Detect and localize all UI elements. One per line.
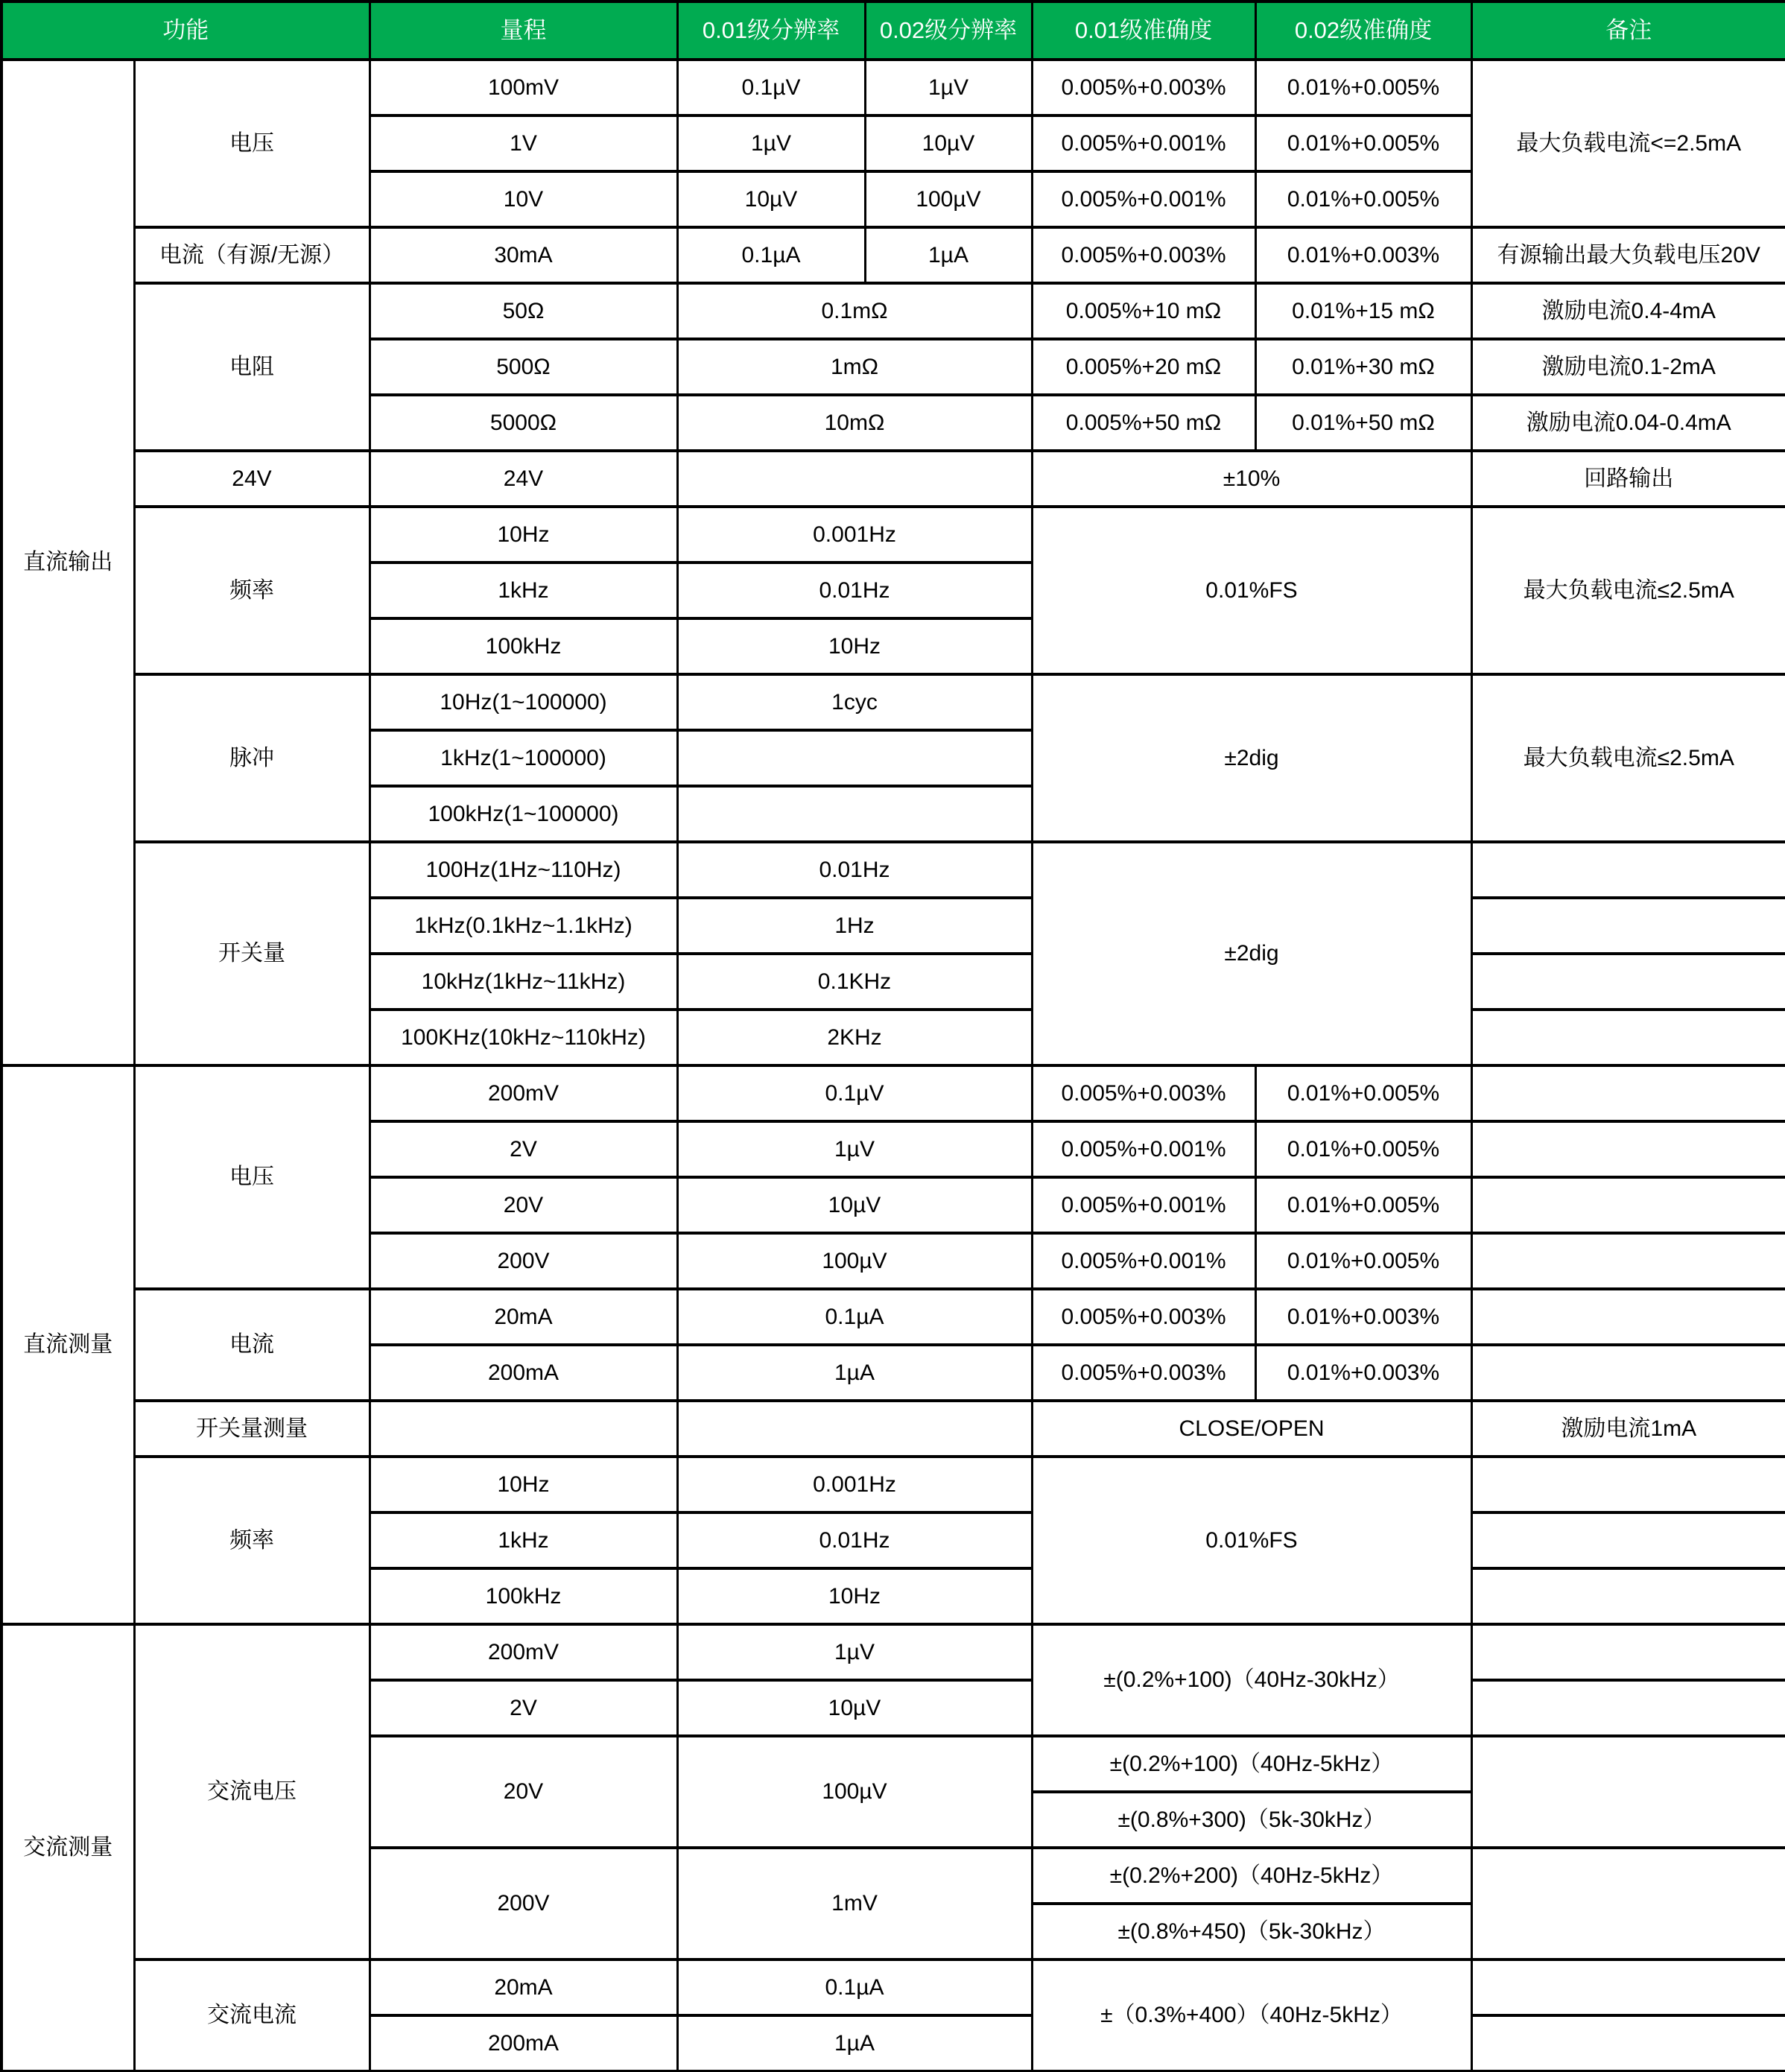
remark-cell [1471, 1736, 1785, 1848]
range-cell: 200mV [370, 1624, 677, 1680]
resolution-cell: 0.1KHz [677, 954, 1032, 1010]
resolution-cell: 10Hz [677, 1568, 1032, 1624]
range-cell: 1kHz(0.1kHz~1.1kHz) [370, 898, 677, 954]
header-acc-002: 0.02级准确度 [1255, 1, 1471, 60]
group-label-24v: 24V [134, 451, 370, 507]
remark-cell [1471, 898, 1785, 954]
remark-cell [1471, 1121, 1785, 1177]
remark-cell [1471, 1065, 1785, 1121]
accuracy-cell: 0.01%+0.005% [1255, 1065, 1471, 1121]
resolution-cell [677, 786, 1032, 842]
accuracy-cell: 0.01%+15 mΩ [1255, 283, 1471, 339]
table-row [1, 507, 1785, 563]
accuracy-cell: ±(0.2%+200)（40Hz-5kHz） [1032, 1848, 1471, 1904]
range-cell: 10Hz(1~100000) [370, 674, 677, 730]
remark-cell [1471, 2015, 1785, 2071]
remark-cell [1471, 1457, 1785, 1512]
resolution-cell: 1mΩ [677, 339, 1032, 395]
accuracy-cell: 0.005%+0.001% [1032, 171, 1255, 227]
range-cell: 10V [370, 171, 677, 227]
table-row [1, 1959, 1785, 2015]
remark-cell [1471, 1177, 1785, 1233]
table-row [1, 227, 1785, 283]
range-cell: 20mA [370, 1959, 677, 2015]
range-cell: 20V [370, 1177, 677, 1233]
header-acc-001: 0.01级准确度 [1032, 1, 1255, 60]
range-cell: 2V [370, 1121, 677, 1177]
accuracy-cell: 0.01%+0.003% [1255, 1345, 1471, 1401]
range-cell: 100Hz(1Hz~110Hz) [370, 842, 677, 898]
remark-cell [1471, 954, 1785, 1010]
resolution-cell: 1Hz [677, 898, 1032, 954]
accuracy-cell: 0.01%FS [1032, 507, 1471, 674]
accuracy-cell: 0.005%+0.003% [1032, 1345, 1255, 1401]
range-cell: 20V [370, 1736, 677, 1848]
range-cell: 30mA [370, 227, 677, 283]
range-cell: 10Hz [370, 507, 677, 563]
accuracy-cell: ±2dig [1032, 674, 1471, 842]
resolution-cell: 10µV [677, 1680, 1032, 1736]
accuracy-cell: ±(0.8%+450)（5k-30kHz） [1032, 1904, 1471, 1959]
accuracy-cell: 0.01%+30 mΩ [1255, 339, 1471, 395]
resolution-cell: 10Hz [677, 618, 1032, 674]
section-label-dc-output: 直流输出 [1, 60, 134, 1065]
accuracy-cell: 0.01%+0.005% [1255, 60, 1471, 115]
table-row [1, 1289, 1785, 1345]
resolution-cell: 0.01Hz [677, 842, 1032, 898]
group-label-ac-current: 交流电流 [134, 1959, 370, 2071]
resolution-cell: 0.01Hz [677, 563, 1032, 618]
remark-cell: 回路输出 [1471, 451, 1785, 507]
header-res-001: 0.01级分辨率 [677, 1, 865, 60]
section-label-dc-measure: 直流测量 [1, 1065, 134, 1624]
accuracy-cell: 0.01%+0.005% [1255, 1177, 1471, 1233]
resolution-cell: 10µV [677, 1177, 1032, 1233]
accuracy-cell: 0.005%+20 mΩ [1032, 339, 1255, 395]
resolution-cell: 1µV [677, 1121, 1032, 1177]
resolution-cell: 0.1µV [677, 1065, 1032, 1121]
range-cell: 10kHz(1kHz~11kHz) [370, 954, 677, 1010]
group-label-resistance: 电阻 [134, 283, 370, 451]
accuracy-cell: ±(0.2%+100)（40Hz-5kHz） [1032, 1736, 1471, 1792]
accuracy-cell: 0.005%+0.003% [1032, 60, 1255, 115]
resolution-cell: 10mΩ [677, 395, 1032, 451]
remark-cell [1471, 1680, 1785, 1736]
accuracy-cell: 0.01%+0.005% [1255, 1121, 1471, 1177]
resolution-cell: 2KHz [677, 1010, 1032, 1065]
range-cell: 20mA [370, 1289, 677, 1345]
remark-cell: 激励电流1mA [1471, 1401, 1785, 1457]
remark-cell [1471, 1512, 1785, 1568]
group-label-current: 电流（有源/无源） [134, 227, 370, 283]
group-label-voltage: 电压 [134, 1065, 370, 1289]
range-cell: 100KHz(10kHz~110kHz) [370, 1010, 677, 1065]
resolution-cell: 10µV [677, 171, 865, 227]
resolution-cell: 100µV [677, 1233, 1032, 1289]
resolution-cell [677, 730, 1032, 786]
remark-cell: 有源输出最大负载电压20V [1471, 227, 1785, 283]
accuracy-cell: 0.005%+50 mΩ [1032, 395, 1255, 451]
range-cell: 2V [370, 1680, 677, 1736]
table-row [1, 842, 1785, 898]
accuracy-cell: 0.005%+0.001% [1032, 115, 1255, 171]
resolution-cell: 10µV [865, 115, 1032, 171]
accuracy-cell: 0.005%+0.001% [1032, 1233, 1255, 1289]
range-cell: 200V [370, 1848, 677, 1959]
resolution-cell: 0.1µA [677, 227, 865, 283]
range-cell: 1V [370, 115, 677, 171]
remark-cell [1471, 842, 1785, 898]
resolution-cell: 1µV [865, 60, 1032, 115]
resolution-cell: 0.1µA [677, 1959, 1032, 2015]
remark-cell: 激励电流0.04-0.4mA [1471, 395, 1785, 451]
group-label-pulse: 脉冲 [134, 674, 370, 842]
remark-cell [1471, 1233, 1785, 1289]
accuracy-cell: 0.01%+50 mΩ [1255, 395, 1471, 451]
accuracy-cell: 0.01%+0.005% [1255, 171, 1471, 227]
range-cell: 500Ω [370, 339, 677, 395]
range-cell: 24V [370, 451, 677, 507]
table-row [1, 1401, 1785, 1457]
accuracy-cell: 0.005%+0.003% [1032, 1289, 1255, 1345]
group-label-voltage: 电压 [134, 60, 370, 227]
table-row [1, 451, 1785, 507]
accuracy-cell: ±(0.2%+100)（40Hz-30kHz） [1032, 1624, 1471, 1736]
range-cell: 5000Ω [370, 395, 677, 451]
header-function: 功能 [1, 1, 370, 60]
table-row [1, 1457, 1785, 1512]
group-label-current: 电流 [134, 1289, 370, 1401]
table-header-row [1, 1, 1785, 60]
range-cell: 100kHz [370, 1568, 677, 1624]
remark-cell [1471, 1848, 1785, 1959]
table-row [1, 1065, 1785, 1121]
remark-cell: 激励电流0.1-2mA [1471, 339, 1785, 395]
resolution-cell [677, 451, 1032, 507]
header-remark: 备注 [1471, 1, 1785, 60]
accuracy-cell: ±10% [1032, 451, 1471, 507]
range-cell: 100kHz(1~100000) [370, 786, 677, 842]
resolution-cell: 100µV [865, 171, 1032, 227]
resolution-cell: 1cyc [677, 674, 1032, 730]
accuracy-cell: ±(0.8%+300)（5k-30kHz） [1032, 1792, 1471, 1848]
range-cell [370, 1401, 677, 1457]
resolution-cell: 0.001Hz [677, 507, 1032, 563]
group-label-frequency: 频率 [134, 507, 370, 674]
accuracy-cell: 0.005%+0.001% [1032, 1121, 1255, 1177]
resolution-cell: 0.001Hz [677, 1457, 1032, 1512]
range-cell: 50Ω [370, 283, 677, 339]
table-row [1, 1624, 1785, 1680]
range-cell: 200mA [370, 2015, 677, 2071]
range-cell: 200mV [370, 1065, 677, 1121]
resolution-cell: 1µA [677, 2015, 1032, 2071]
range-cell: 100mV [370, 60, 677, 115]
table-row [1, 60, 1785, 115]
accuracy-cell: 0.005%+0.003% [1032, 227, 1255, 283]
range-cell: 1kHz [370, 563, 677, 618]
range-cell: 1kHz [370, 1512, 677, 1568]
resolution-cell: 0.01Hz [677, 1512, 1032, 1568]
remark-cell: 最大负载电流≤2.5mA [1471, 507, 1785, 674]
remark-cell [1471, 1289, 1785, 1345]
accuracy-cell: 0.01%+0.005% [1255, 115, 1471, 171]
table-row [1, 674, 1785, 730]
resolution-cell: 1µA [865, 227, 1032, 283]
group-label-frequency: 频率 [134, 1457, 370, 1624]
range-cell: 200mA [370, 1345, 677, 1401]
group-label-switch: 开关量 [134, 842, 370, 1065]
remark-cell: 最大负载电流≤2.5mA [1471, 674, 1785, 842]
resolution-cell: 1µV [677, 1624, 1032, 1680]
resolution-cell: 1µA [677, 1345, 1032, 1401]
accuracy-cell: 0.01%+0.003% [1255, 1289, 1471, 1345]
accuracy-cell: 0.01%+0.003% [1255, 227, 1471, 283]
remark-cell: 激励电流0.4-4mA [1471, 283, 1785, 339]
accuracy-cell: ±2dig [1032, 842, 1471, 1065]
group-label-ac-voltage: 交流电压 [134, 1624, 370, 1959]
remark-cell [1471, 1010, 1785, 1065]
section-label-ac-measure: 交流测量 [1, 1624, 134, 2071]
accuracy-cell: 0.005%+10 mΩ [1032, 283, 1255, 339]
range-cell: 1kHz(1~100000) [370, 730, 677, 786]
resolution-cell: 100µV [677, 1736, 1032, 1848]
header-res-002: 0.02级分辨率 [865, 1, 1032, 60]
resolution-cell [677, 1401, 1032, 1457]
remark-cell [1471, 1345, 1785, 1401]
table-row [1, 283, 1785, 339]
resolution-cell: 0.1µV [677, 60, 865, 115]
accuracy-cell: 0.005%+0.003% [1032, 1065, 1255, 1121]
accuracy-cell: CLOSE/OPEN [1032, 1401, 1471, 1457]
remark-cell [1471, 1624, 1785, 1680]
resolution-cell: 0.1µA [677, 1289, 1032, 1345]
resolution-cell: 0.1mΩ [677, 283, 1032, 339]
accuracy-cell: 0.01%+0.005% [1255, 1233, 1471, 1289]
resolution-cell: 1mV [677, 1848, 1032, 1959]
header-range: 量程 [370, 1, 677, 60]
resolution-cell: 1µV [677, 115, 865, 171]
accuracy-cell: 0.005%+0.001% [1032, 1177, 1255, 1233]
remark-cell [1471, 1568, 1785, 1624]
accuracy-cell: 0.01%FS [1032, 1457, 1471, 1624]
remark-cell: 最大负载电流<=2.5mA [1471, 60, 1785, 227]
remark-cell [1471, 1959, 1785, 2015]
range-cell: 100kHz [370, 618, 677, 674]
group-label-switch-measure: 开关量测量 [134, 1401, 370, 1457]
accuracy-cell: ±（0.3%+400）（40Hz-5kHz） [1032, 1959, 1471, 2071]
range-cell: 200V [370, 1233, 677, 1289]
range-cell: 10Hz [370, 1457, 677, 1512]
